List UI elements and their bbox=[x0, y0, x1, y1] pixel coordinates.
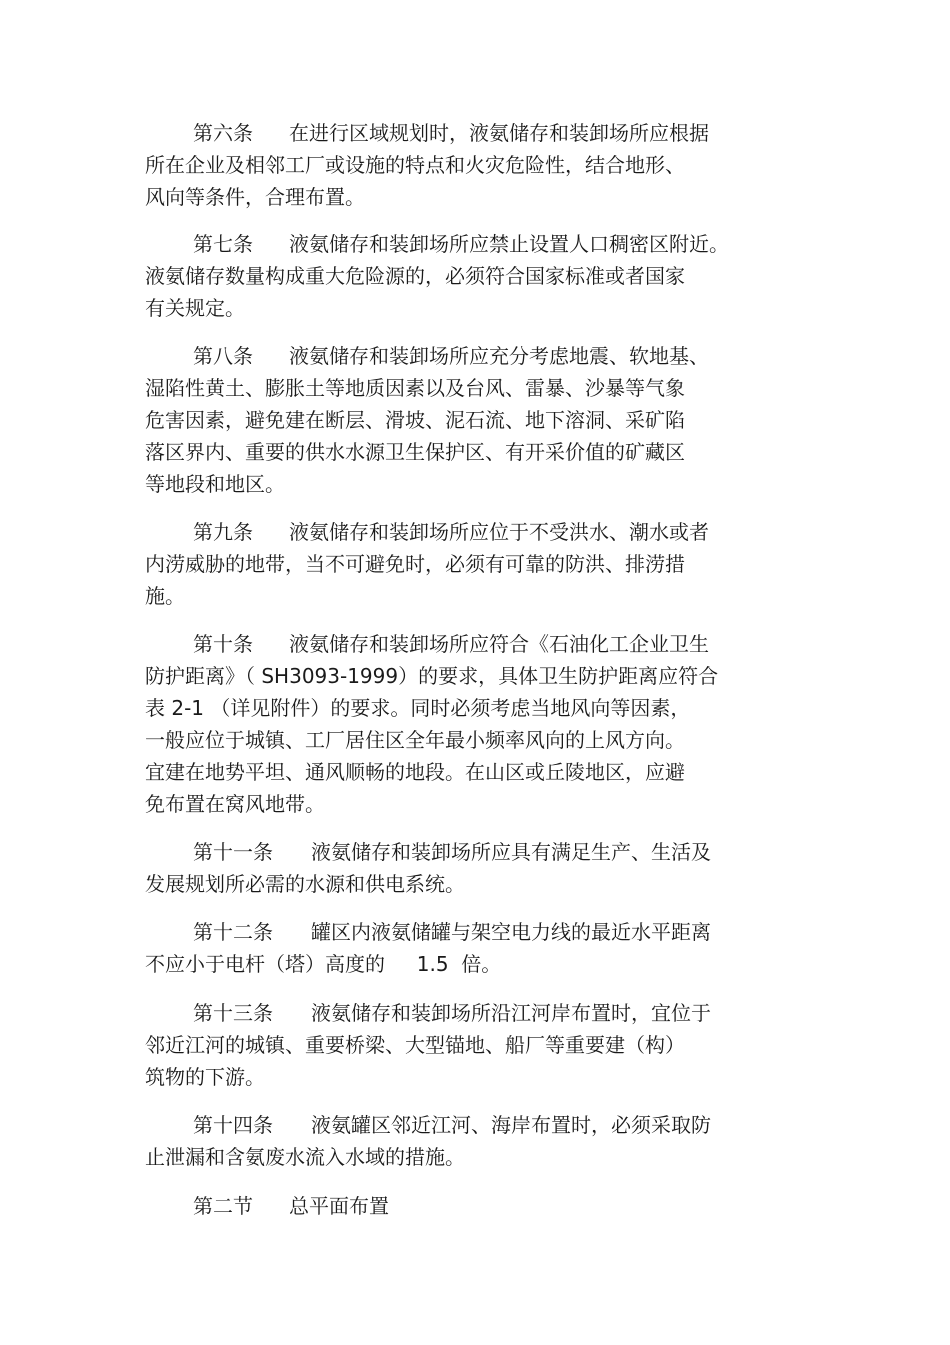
article-12 bbox=[145, 916, 785, 980]
article-first-line: 第十一条 液氨储存和装卸场所应具有满足生产、生活及 bbox=[145, 836, 785, 868]
article-line: 危害因素，避免建在断层、滑坡、泥石流、地下溶洞、采矿陷 bbox=[145, 408, 685, 432]
article-number: 第十三条 bbox=[193, 1001, 273, 1025]
article-number: 第十四条 bbox=[193, 1113, 273, 1137]
article-number: 第十条 bbox=[193, 632, 253, 656]
article-9 bbox=[145, 516, 785, 612]
article-first-line: 第十四条 液氨罐区邻近江河、海岸布置时，必须采取防 bbox=[145, 1109, 785, 1141]
article-number: 第十一条 bbox=[193, 840, 273, 864]
article-line: 液氨储存数量构成重大危险源的，必须符合国家标准或者国家 bbox=[145, 264, 685, 288]
article-first-line: 第十三条 液氨储存和装卸场所沿江河岸布置时，宜位于 bbox=[145, 997, 785, 1029]
article-first-line: 第十条 液氨储存和装卸场所应符合《石油化工企业卫生 bbox=[145, 628, 785, 660]
article-first-line: 第十二条 罐区内液氨储罐与架空电力线的最近水平距离 bbox=[145, 916, 785, 948]
article-first-line: 第六条 在进行区域规划时，液氨储存和装卸场所应根据 bbox=[145, 117, 785, 149]
article-first-line: 第八条 液氨储存和装卸场所应充分考虑地震、软地基、 bbox=[145, 340, 785, 372]
article-first-line: 第七条 液氨储存和装卸场所应禁止设置人口稠密区附近。 bbox=[145, 228, 785, 260]
article-6 bbox=[145, 117, 785, 213]
article-line: 免布置在窝风地带。 bbox=[145, 792, 325, 816]
article-number: 第七条 bbox=[193, 232, 253, 256]
article-line: 所在企业及相邻工厂或设施的特点和火灾危险性，结合地形、 bbox=[145, 153, 685, 177]
section-heading bbox=[145, 1190, 785, 1222]
article-number: 第六条 bbox=[193, 121, 253, 145]
article-line: 内涝威胁的地带，当不可避免时，必须有可靠的防洪、排涝措 bbox=[145, 552, 685, 576]
article-line: 一般应位于城镇、工厂居住区全年最小频率风向的上风方向。 bbox=[145, 728, 685, 752]
article-13 bbox=[145, 997, 785, 1093]
article-line: 筑物的下游。 bbox=[145, 1065, 265, 1089]
article-number: 第九条 bbox=[193, 520, 253, 544]
article-line: 落区界内、重要的供水水源卫生保护区、有开采价值的矿藏区 bbox=[145, 440, 685, 464]
article-line: 表 2-1 （详见附件）的要求。同时必须考虑当地风向等因素， bbox=[145, 696, 691, 720]
article-8 bbox=[145, 340, 785, 500]
article-line: 防护距离》（ SH3093-1999）的要求，具体卫生防护距离应符合 bbox=[145, 664, 719, 688]
article-line: 风向等条件，合理布置。 bbox=[145, 185, 365, 209]
article-line: 施。 bbox=[145, 584, 185, 608]
article-line: 宜建在地势平坦、通风顺畅的地段。在山区或丘陵地区，应避 bbox=[145, 760, 685, 784]
article-line: 邻近江河的城镇、重要桥梁、大型锚地、船厂等重要建（构） bbox=[145, 1033, 685, 1057]
section-number: 第二节 bbox=[193, 1194, 253, 1218]
article-line: 止泄漏和含氨废水流入水域的措施。 bbox=[145, 1145, 465, 1169]
article-line: 不应小于电杆（塔）高度的 1.5 倍。 bbox=[145, 952, 502, 976]
article-first-line: 第九条 液氨储存和装卸场所应位于不受洪水、潮水或者 bbox=[145, 516, 785, 548]
article-line: 湿陷性黄土、膨胀土等地质因素以及台风、雷暴、沙暴等气象 bbox=[145, 376, 685, 400]
article-10 bbox=[145, 628, 785, 820]
article-line: 有关规定。 bbox=[145, 296, 245, 320]
section-title-line bbox=[145, 1190, 785, 1222]
article-7 bbox=[145, 228, 785, 324]
article-line: 发展规划所必需的水源和供电系统。 bbox=[145, 872, 465, 896]
article-11 bbox=[145, 836, 785, 900]
article-number: 第十二条 bbox=[193, 920, 273, 944]
section-title: 总平面布置 bbox=[289, 1194, 389, 1218]
article-line: 等地段和地区。 bbox=[145, 472, 285, 496]
article-14 bbox=[145, 1109, 785, 1173]
article-number: 第八条 bbox=[193, 344, 253, 368]
